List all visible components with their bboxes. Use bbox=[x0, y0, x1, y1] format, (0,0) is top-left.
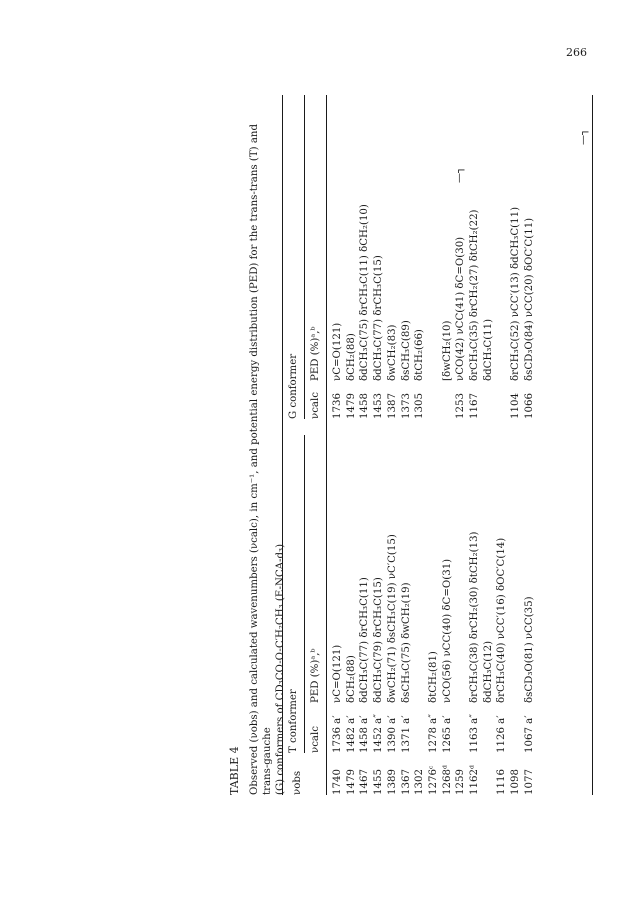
cell-gcalc: 1453 bbox=[373, 393, 385, 419]
cell-obs: 1098 bbox=[510, 769, 522, 795]
cell-gped: νCO(42) νCC(41) δC=O(30) bbox=[455, 236, 467, 381]
header-rule bbox=[326, 95, 327, 795]
caption-line-2: (G) conformers of CD₃CO-O-C′H₂CH₃ (E-NCA-d₃) bbox=[275, 543, 286, 795]
cell-obs: 1302 bbox=[414, 769, 426, 795]
cell-tcalc: 1371 a′ bbox=[400, 715, 412, 753]
cell-tped: δtCH₂(81) bbox=[427, 651, 439, 703]
header-t-conformer: T conformer bbox=[288, 689, 299, 753]
cell-obs: 1116 bbox=[496, 769, 508, 795]
cell-tcalc: 1452 a″ bbox=[373, 713, 385, 753]
cell-gped: νC=O(121) bbox=[332, 322, 343, 381]
t-conformer-underline bbox=[304, 435, 305, 753]
cell-tcalc: 1390 a′ bbox=[386, 715, 398, 753]
cell-tped: δCH₂(88) bbox=[345, 655, 357, 703]
cell-obs: 1389 bbox=[386, 769, 398, 795]
cell-gped: δsCD₃O(84) νCC(20) δOC′C(11) bbox=[523, 217, 535, 381]
cell-obs: 1077 bbox=[523, 769, 535, 795]
caption-line-1: Observed (νobs) and calculated wavenumbers (νcalc), in cm⁻¹, and potential energy distribution (PED) for the trans-trans (T) and trans-gauche bbox=[249, 123, 273, 795]
table-label: TABLE 4 bbox=[228, 746, 241, 795]
cell-tped: δrCH₃C(40) νCC′(16) δOC′C(14) bbox=[496, 537, 508, 703]
cell-gcalc: 1458 bbox=[359, 393, 371, 419]
cell-tped: δsCD₃O(81) νCC(35) bbox=[523, 596, 535, 703]
cell-gped: δwCH₂(83) bbox=[386, 324, 398, 381]
cell-gcalc: 1066 bbox=[523, 393, 535, 419]
cell-gcalc: 1167 bbox=[469, 393, 480, 419]
cell-obs: 1162ᵈ bbox=[469, 764, 480, 795]
cell-tcalc: 1126 a′ bbox=[496, 715, 508, 753]
header-t-calc: νcalc bbox=[310, 726, 321, 753]
cell-gcalc: 1373 bbox=[400, 393, 412, 419]
bottom-rule bbox=[592, 95, 593, 795]
cell-gped: δtCH₂(66) bbox=[414, 329, 426, 381]
cell-tped: δdCH₃C(12) bbox=[482, 640, 494, 703]
bracket-mark-1: —┐ bbox=[454, 166, 465, 183]
cell-gped: [δwCH₂(10) bbox=[441, 320, 453, 381]
cell-gped: δdCH₃C(75) δrCH₃C(11) δCH₂(10) bbox=[359, 204, 371, 381]
cell-tped: δwCH₂(71) δsCH₃C(19) νC′C(15) bbox=[386, 534, 398, 703]
cell-tped: δdCH₃C(77) δrCH₃C(11) bbox=[359, 577, 371, 703]
cell-tped: νCO(56) νCC(40) δC=O(31) bbox=[441, 558, 453, 703]
bracket-mark-2: —┐ bbox=[578, 128, 589, 145]
cell-gcalc: 1305 bbox=[414, 393, 426, 419]
cell-tcalc: 1163 a″ bbox=[469, 713, 480, 753]
cell-gcalc: 1104 bbox=[510, 393, 522, 419]
cell-tcalc: 1458 a′ bbox=[359, 715, 371, 753]
cell-gped: δdCH₃C(77) δrCH₃C(15) bbox=[373, 255, 385, 381]
cell-tcalc: 1067 a′ bbox=[523, 715, 535, 753]
cell-gped: δrCH₃C(35) δrCH₂(27) δtCH₂(22) bbox=[469, 209, 480, 381]
cell-tped: δsCH₃C(75) δwCH₂(19) bbox=[400, 582, 412, 703]
cell-tcalc: 1736 a′ bbox=[332, 715, 343, 753]
cell-obs: 1467 bbox=[359, 769, 371, 795]
cell-gped: δCH₂(88) bbox=[345, 333, 357, 381]
cell-obs: 1259 bbox=[455, 769, 467, 795]
cell-obs: 1276ᶜ bbox=[427, 765, 439, 795]
header-t-ped: PED (%)ᵃ,ᵇ bbox=[310, 648, 321, 703]
cell-tcalc: 1482 a′ bbox=[345, 715, 357, 753]
cell-obs: 1455 bbox=[373, 769, 385, 795]
cell-tped: νC=O(121) bbox=[332, 644, 343, 703]
cell-gped: δdCH₃C(11) bbox=[482, 318, 494, 381]
cell-obs: 1740 bbox=[332, 769, 343, 795]
cell-gcalc: 1387 bbox=[386, 393, 398, 419]
cell-gped: δrCH₃C(52) νCC′(13) δdCH₃C(11) bbox=[510, 206, 522, 381]
header-obs: νobs bbox=[292, 770, 303, 795]
cell-gcalc: 1479 bbox=[345, 393, 357, 419]
cell-tcalc: 1278 a″ bbox=[427, 713, 439, 753]
cell-gped: δsCH₃C(89) bbox=[400, 320, 412, 381]
g-conformer-underline bbox=[304, 95, 305, 419]
cell-tcalc: 1265 a′ bbox=[441, 715, 453, 753]
cell-obs: 1367 bbox=[400, 769, 412, 795]
cell-gcalc: 1253 bbox=[455, 393, 467, 419]
cell-tped: δrCH₃C(38) δrCH₂(30) δtCH₂(13) bbox=[469, 531, 480, 703]
rotated-table bbox=[228, 95, 618, 795]
cell-obs: 1268ᵈ bbox=[441, 764, 453, 795]
top-rule bbox=[282, 95, 283, 795]
header-g-conformer: G conformer bbox=[288, 353, 299, 419]
cell-tped: δdCH₃C(79) δrCH₃C(15) bbox=[373, 577, 385, 703]
page-number: 266 bbox=[566, 46, 587, 59]
header-g-calc: νcalc bbox=[310, 392, 321, 419]
cell-gcalc: 1736 bbox=[332, 393, 343, 419]
header-g-ped: PED (%)ᵃ,ᵇ bbox=[310, 326, 321, 381]
cell-obs: 1479 bbox=[345, 769, 357, 795]
